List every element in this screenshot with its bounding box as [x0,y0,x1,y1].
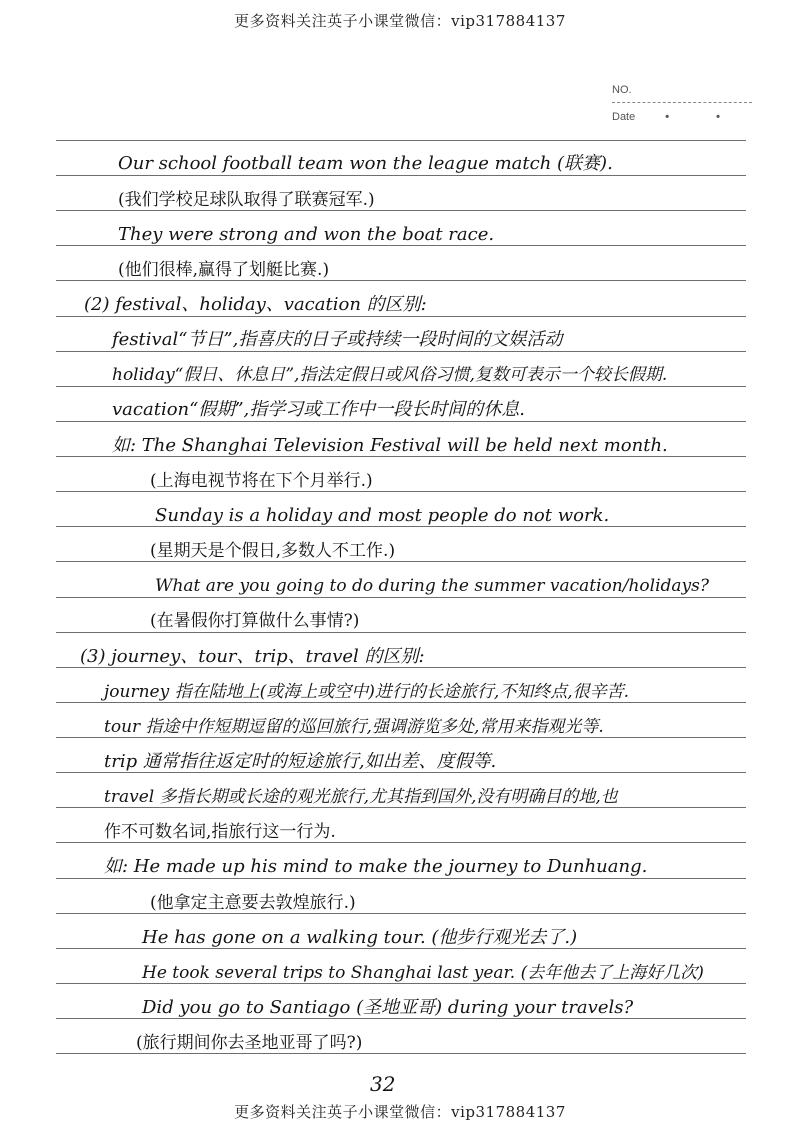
note-line-example: He has gone on a walking tour. (他步行观光去了.) [142,927,578,948]
ruled-line [56,316,746,317]
note-line-example: 如: The Shanghai Television Festival will be held next month. [112,435,668,456]
note-line-definition: 作不可数名词,指旅行这一行为. [104,822,336,842]
note-line-translation: (在暑假你打算做什么事情?) [150,611,360,631]
note-line-translation: (他们很棒,赢得了划艇比赛.) [118,260,330,280]
note-line-example: 如: He made up his mind to make the journey to Dunhuang. [104,856,648,877]
ruled-line [56,632,746,633]
note-line-definition: tour 指途中作短期逗留的巡回旅行,强调游览多处,常用来指观光等. [104,717,604,737]
note-line-definition: festival“节日”,指喜庆的日子或持续一段时间的文娱活动 [112,329,563,350]
note-line-translation: (我们学校足球队取得了联赛冠军.) [118,190,375,210]
note-line-example-league: Our school football team won the league match (联赛). [118,153,613,174]
note-line-example: Did you go to Santiago (圣地亚哥) during your travels? [142,997,634,1018]
ruled-line [56,597,746,598]
note-line-definition: travel 多指长期或长途的观光旅行,尤其指到国外,没有明确目的地,也 [104,787,618,807]
ruled-line [56,351,746,352]
note-line-example: He took several trips to Shanghai last year. (去年他去了上海好几次) [142,963,704,983]
page-number: 32 [370,1072,396,1096]
note-line-definition: vacation“假期”,指学习或工作中一段长时间的休息. [112,399,525,420]
note-heading-journey: (3) journey、tour、trip、travel 的区别: [80,646,425,667]
ruled-line [56,386,746,387]
note-line-example: What are you going to do during the summer vacation/holidays? [155,576,709,596]
note-line-definition: holiday“假日、休息日”,指法定假日或风俗习惯,复数可表示一个较长假期. [112,365,668,385]
date-row [612,111,752,123]
watermark-bottom: 更多资料关注英子小课堂微信：vip317884137 [234,1103,566,1121]
note-line-example-race: They were strong and won the boat race. [118,224,495,245]
note-line-translation: (旅行期间你去圣地亚哥了吗?) [136,1033,363,1053]
ruled-line [56,878,746,879]
date-label: Date [612,111,636,123]
note-line-translation: (星期天是个假日,多数人不工作.) [150,541,396,561]
note-line-definition: trip 通常指往返定时的短途旅行,如出差、度假等. [104,751,497,772]
ruled-line [56,140,746,141]
note-line-definition: journey 指在陆地上(或海上或空中)进行的长途旅行,不知终点,很辛苦. [104,682,630,702]
note-heading-festival: (2) festival、holiday、vacation 的区别: [84,294,427,315]
ruled-line [56,421,746,422]
note-line-translation: (他拿定主意要去敦煌旅行.) [150,893,356,913]
date-dots: • • [665,111,743,123]
watermark-top: 更多资料关注英子小课堂微信：vip317884137 [234,12,566,30]
number-label: NO. [612,84,752,103]
note-line-example: Sunday is a holiday and most people do not work. [155,505,610,526]
notebook-header [612,84,752,123]
note-line-translation: (上海电视节将在下个月举行.) [150,471,373,491]
ruled-line [56,175,746,176]
